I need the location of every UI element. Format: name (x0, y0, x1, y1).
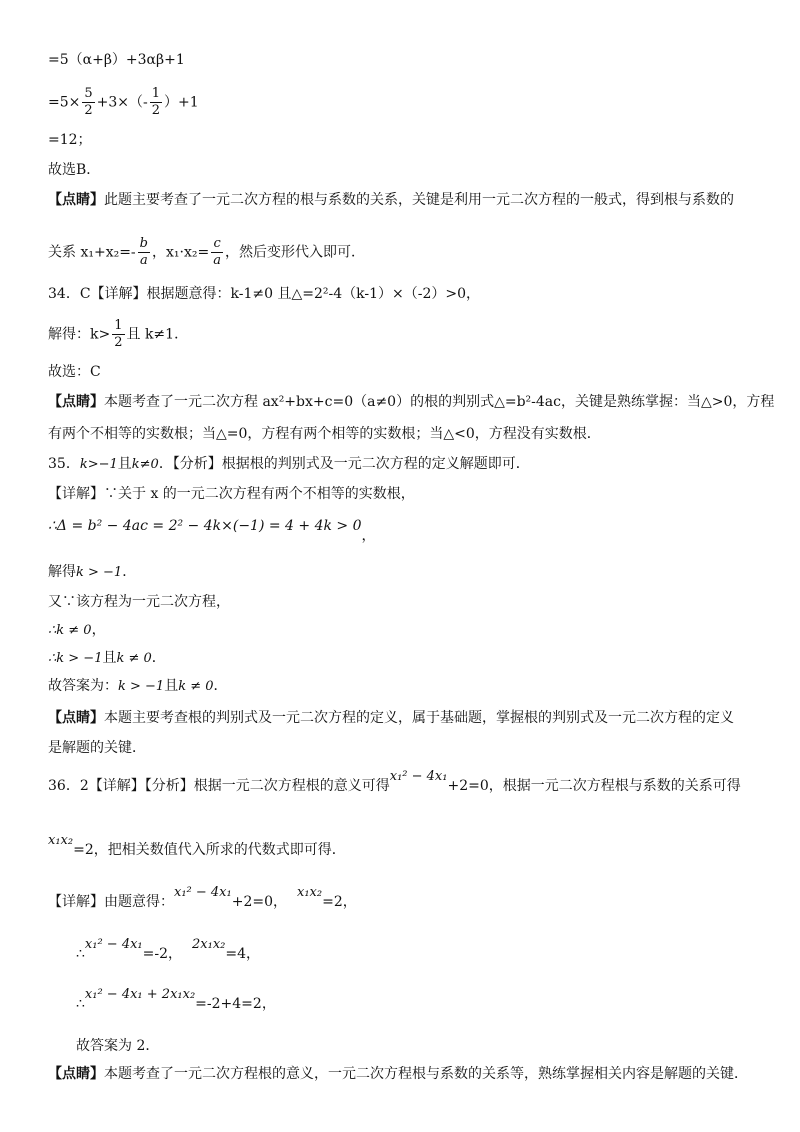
math-expr: ∴k ≠ 0 (48, 623, 92, 638)
formula-line-3 (48, 130, 92, 150)
q36-line-3 (48, 885, 357, 913)
fraction-numerator: 1 (151, 86, 161, 101)
q35-part: ， (361, 528, 376, 544)
q35-text: 【详解】∵关于 x 的一元二次方程有两个不相等的实数根， (48, 486, 415, 502)
dianjing-tag: 【点睛】 (48, 1066, 104, 1082)
dianjing-text: 有两个不相等的实数根；当△=0，方程有两个相等的实数根；当△<0，方程没有实数根． (48, 426, 601, 442)
q36-part: ∴ (76, 996, 85, 1012)
formula-line-2 (48, 86, 199, 119)
fraction-numerator: 1 (114, 318, 123, 333)
fraction-denominator: 2 (151, 103, 161, 118)
q35-part: 且 (164, 678, 179, 694)
math-expr: ∴k > −1 (48, 651, 103, 666)
q36-dianjing-line (48, 1064, 748, 1084)
q35-line-8 (48, 676, 228, 697)
dianjing-tag: 【点睛】 (48, 710, 104, 726)
math-expr: k > −1 (76, 565, 123, 580)
math-expr: k > −1 (118, 679, 165, 694)
dianjing-text: 本题考查了一元二次方程根的意义，一元二次方程根与系数的关系等，熟练掌握相关内容是解题的关键． (104, 1066, 748, 1082)
q36-part: =2，把相关数值代入所求的代数式即可得． (73, 842, 346, 858)
q36-part: =2， (322, 894, 357, 910)
fraction-1-2 (150, 86, 162, 119)
relation-part: ，x₁·x₂= (152, 244, 210, 261)
q36-line-6 (76, 1036, 159, 1056)
q34-answer: 故选：C (48, 364, 101, 380)
q35-part: 且 (117, 456, 132, 472)
q35-line-3 (48, 516, 376, 544)
q35-part: ． (151, 650, 166, 666)
answer-text: 故选B． (48, 162, 101, 178)
q34-dianjing-line-2 (48, 424, 601, 444)
q36-part: ∴ (76, 946, 85, 962)
fraction-c-a (211, 236, 223, 269)
q34-solution-text: 34．C【详解】根据题意得：k-1≠0 且△=2²-4（k-1）×（-2）>0， (48, 286, 481, 302)
dianjing-text: 本题主要考查根的判别式及一元二次方程的定义，属于基础题，掌握根的判别式及一元二次方程的定义 (104, 710, 734, 726)
q35-line-1 (48, 454, 530, 475)
q36-line-5 (76, 987, 276, 1015)
dianjing-text: 此题主要考查了一元二次方程的根与系数的关系，关键是利用一元二次方程的一般式，得到根与系数的 (104, 192, 734, 208)
q36-part: =-2+4=2， (195, 996, 276, 1012)
q34-part: 解得：k> (48, 326, 111, 343)
q35-line-5 (48, 592, 230, 612)
q36-line-1 (48, 769, 741, 797)
q33-dianjing-line-2 (48, 236, 365, 269)
fraction-numerator: b (139, 236, 148, 251)
math-expr: k≠0 (131, 457, 159, 472)
q34-line-1 (48, 284, 480, 304)
q36-part: +2=0， (231, 894, 288, 910)
dianjing-tag: 【点睛】 (48, 394, 104, 410)
math-expr: x₁x₂ (48, 833, 74, 848)
q35-text: 又∵该方程为一元二次方程， (48, 594, 230, 610)
q35-part: ， (91, 622, 106, 638)
q35-part: ． (213, 678, 228, 694)
q36-line-4 (76, 937, 261, 965)
dianjing-tag: 【点睛】 (48, 192, 104, 208)
math-expr: x₁² − 4x₁ (84, 937, 143, 952)
q35-dianjing-line-2 (48, 738, 146, 758)
math-expr: k>−1 (79, 457, 118, 472)
q35-line-2 (48, 484, 415, 504)
fraction-5-2 (82, 86, 94, 119)
math-expr: k ≠ 0 (178, 679, 214, 694)
q36-part: +2=0，根据一元二次方程根与系数的关系可得 (447, 778, 741, 794)
formula-text: =5（α+β）+3αβ+1 (48, 52, 185, 68)
q35-line-4 (48, 562, 136, 583)
answer-line (48, 160, 100, 180)
math-expr: k ≠ 0 (116, 651, 152, 666)
math-expr: x₁x₂ (297, 885, 323, 900)
q35-line-6 (48, 620, 106, 641)
q36-part: =-2， (142, 946, 183, 962)
fraction-denominator: 2 (114, 335, 123, 350)
math-expr: x₁² − 4x₁ (174, 885, 232, 900)
q35-part: 解得 (48, 564, 76, 580)
relation-part: 关系 x₁+x₂=- (48, 244, 136, 261)
math-expr: x₁² − 4x₁ (389, 769, 448, 784)
q35-part: ．【分析】根据根的判别式及一元二次方程的定义解题即可． (158, 456, 530, 472)
q36-part: 【详解】由题意得： (48, 894, 174, 910)
q34-dianjing-line-1 (48, 392, 774, 412)
formula-text: =12； (48, 132, 92, 148)
q33-dianjing-line-1 (48, 190, 734, 210)
q34-part: 且 k≠1． (126, 326, 189, 343)
q36-answer: 故答案为 2． (76, 1038, 160, 1054)
fraction-numerator: c (211, 236, 223, 253)
fraction-1-2 (112, 318, 124, 351)
fraction-denominator: a (139, 253, 148, 268)
math-expr: x₁² − 4x₁ + 2x₁x₂ (84, 987, 196, 1002)
formula-line-1 (48, 50, 185, 70)
q35-part: ． (122, 564, 137, 580)
formula-part: +3×（- (96, 94, 148, 111)
fraction-numerator: 5 (84, 86, 93, 101)
formula-part: ）+1 (164, 94, 199, 111)
fraction-b-a (138, 236, 150, 269)
q36-part: =4， (225, 946, 261, 962)
dianjing-text: 是解题的关键． (48, 740, 146, 756)
dianjing-text: 本题考查了一元二次方程 ax²+bx+c=0（a≠0）的根的判别式△=b²-4ac，关键是熟练掌握：当△>0，方程 (104, 394, 775, 410)
q34-line-2 (48, 318, 188, 351)
fraction-denominator: 2 (84, 103, 93, 118)
q35-part: 故答案为： (48, 678, 118, 694)
q36-part: 36．2【详解】【分析】根据一元二次方程根的意义可得 (48, 778, 390, 794)
q34-line-3 (48, 362, 101, 382)
math-expr: ∴Δ = b² − 4ac = 2² − 4k×(−1) = 4 + 4k > 0 (48, 518, 362, 534)
q35-part: 且 (102, 650, 117, 666)
fraction-denominator: a (213, 253, 221, 268)
formula-part: =5× (48, 94, 81, 111)
q35-part: 35． (48, 456, 80, 472)
math-expr: 2x₁x₂ (192, 937, 226, 952)
relation-part: ，然后变形代入即可． (224, 244, 365, 261)
q35-dianjing-line-1 (48, 708, 734, 728)
q36-line-2 (48, 833, 346, 861)
q35-line-7 (48, 648, 166, 669)
